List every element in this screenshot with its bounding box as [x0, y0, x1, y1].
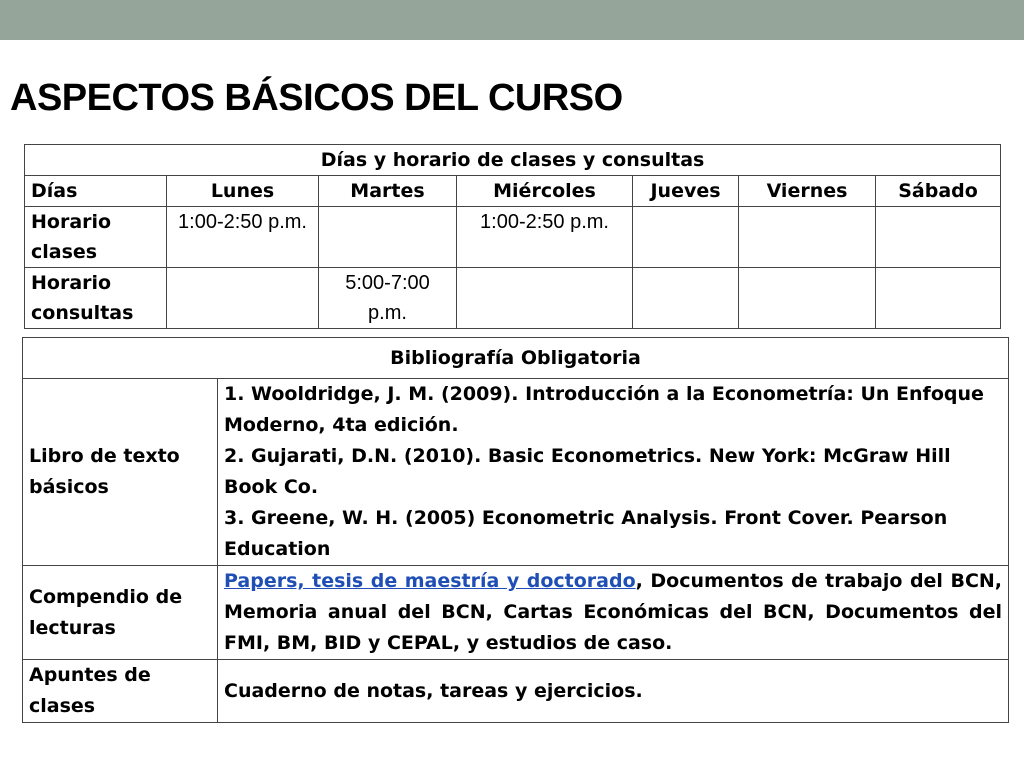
schedule-cell: [633, 207, 739, 268]
schedule-row-clases: [25, 207, 1001, 268]
readings-text: , Documentos de trabajo del BCN, Memoria anual del BCN, Cartas Económicas del BCN, Documentos del FMI, BM, BID y CEPAL, y estudios de caso.: [224, 570, 1003, 654]
top-decorative-bar: [0, 0, 1024, 40]
textbook-item: 3. Greene, W. H. (2005) Econometric Analysis. Front Cover. Pearson Education: [224, 507, 948, 560]
bibliography-row-readings: [23, 566, 1009, 660]
bibliography-row-label: Apuntes de clases: [23, 660, 218, 723]
schedule-row-consultas: [25, 268, 1001, 329]
schedule-cell: [876, 207, 1001, 268]
schedule-header-cell: Viernes: [739, 176, 876, 207]
bibliography-row-textbooks: [23, 379, 1009, 566]
schedule-header-cell: Sábado: [876, 176, 1001, 207]
readings-cell: [218, 566, 1009, 660]
textbook-list: [218, 379, 1009, 566]
schedule-header-cell: Lunes: [167, 176, 319, 207]
schedule-header-cell: Jueves: [633, 176, 739, 207]
bibliography-caption: Bibliografía Obligatoria: [23, 338, 1009, 379]
schedule-table: [24, 144, 1001, 329]
schedule-cell: 1:00-2:50 p.m.: [167, 207, 319, 268]
schedule-caption: Días y horario de clases y consultas: [25, 145, 1001, 176]
schedule-cell: 1:00-2:50 p.m.: [457, 207, 633, 268]
bibliography-table: [22, 337, 1009, 723]
schedule-cell: [739, 268, 876, 329]
textbook-item: 2. Gujarati, D.N. (2010). Basic Econometrics. New York: McGraw Hill Book Co.: [224, 445, 951, 498]
schedule-cell: [457, 268, 633, 329]
schedule-row-label: Horario consultas: [25, 268, 167, 329]
papers-link[interactable]: Papers, tesis de maestría y doctorado: [224, 570, 636, 592]
schedule-cell: [319, 207, 457, 268]
notes-cell: Cuaderno de notas, tareas y ejercicios.: [218, 660, 1009, 723]
schedule-cell: [633, 268, 739, 329]
schedule-header-row: [25, 176, 1001, 207]
schedule-header-cell: Miércoles: [457, 176, 633, 207]
bibliography-row-label: Compendio de lecturas: [23, 566, 218, 660]
textbook-item: 1. Wooldridge, J. M. (2009). Introducción a la Econometría: Un Enfoque Moderno, 4ta edición.: [224, 383, 984, 436]
schedule-header-cell: Martes: [319, 176, 457, 207]
schedule-cell: 5:00-7:00 p.m.: [319, 268, 457, 329]
bibliography-row-notes: [23, 660, 1009, 723]
schedule-cell: [739, 207, 876, 268]
bibliography-row-label: Libro de texto básicos: [23, 379, 218, 566]
schedule-cell: [876, 268, 1001, 329]
schedule-header-cell: Días: [25, 176, 167, 207]
schedule-row-label: Horario clases: [25, 207, 167, 268]
slide-title: ASPECTOS BÁSICOS DEL CURSO: [10, 77, 623, 119]
schedule-cell: [167, 268, 319, 329]
